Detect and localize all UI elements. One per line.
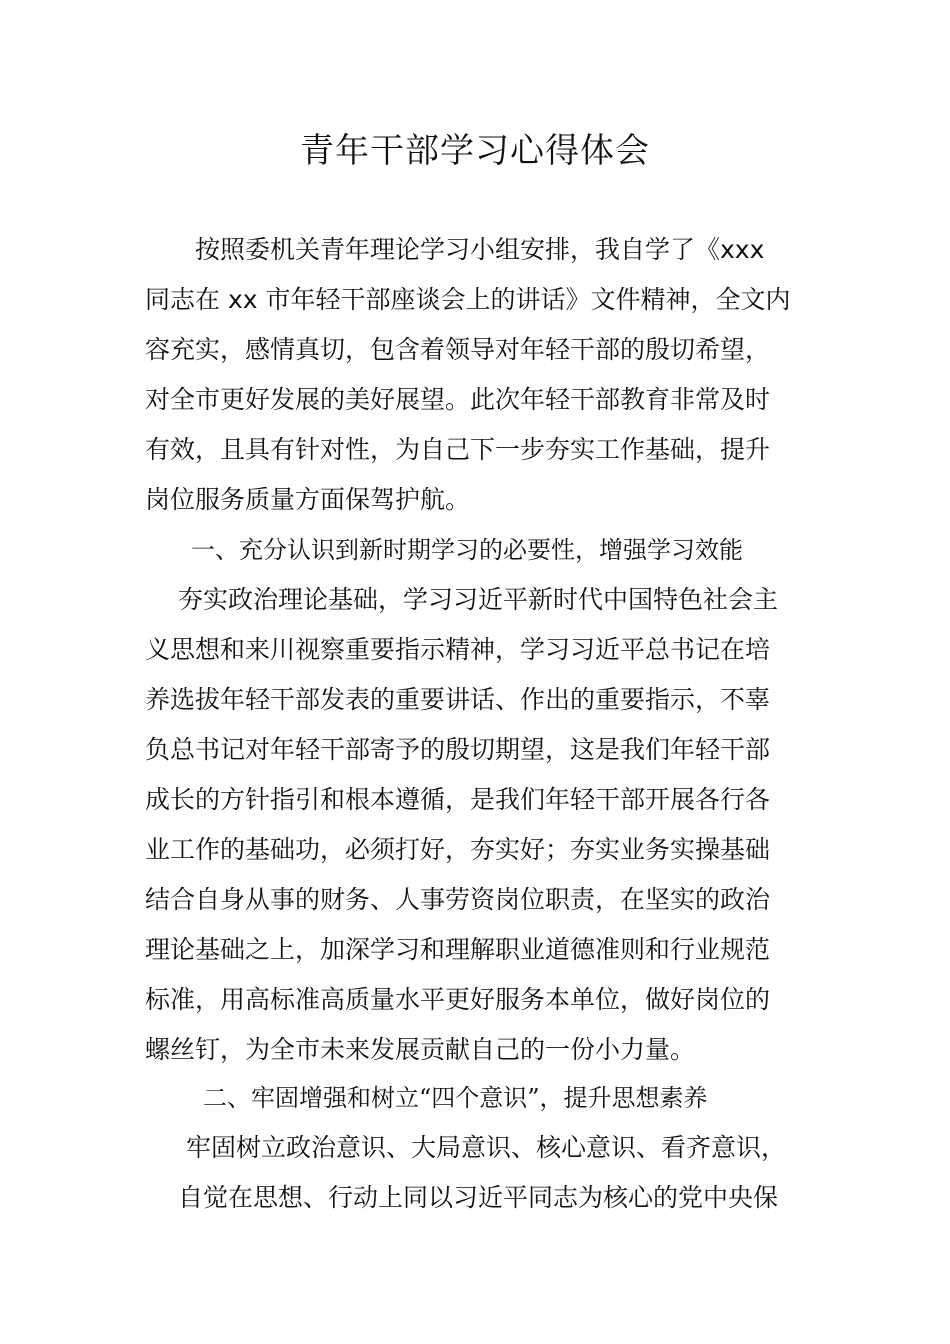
paragraph-line: 标准，用高标准高质量水平更好服务本单位，做好岗位的 bbox=[145, 985, 771, 1014]
paragraph-line: 理论基础之上，加深学习和理解职业道德准则和行业规范 bbox=[145, 935, 771, 964]
paragraph-line: 螺丝钉，为全市未来发展贡献自己的一份小力量。 bbox=[145, 1035, 696, 1064]
section-heading-2: 二、牢固增强和树立“四个意识”，提升思想素养 bbox=[203, 1084, 708, 1112]
paragraph-line: 同志在 xx 市年轻干部座谈会上的讲话》文件精神，全文内 bbox=[145, 285, 791, 314]
section-heading-1: 一、充分认识到新时期学习的必要性，增强学习效能 bbox=[191, 536, 743, 564]
paragraph-line: 按照委机关青年理论学习小组安排，我自学了《xxx bbox=[195, 235, 765, 264]
paragraph-line: 自觉在思想、行动上同以习近平同志为核心的党中央保 bbox=[178, 1183, 779, 1212]
paragraph-line: 容充实，感情真切，包含着领导对年轻干部的殷切希望， bbox=[145, 335, 771, 364]
paragraph-line: 有效，且具有针对性，为自己下一步夯实工作基础，提升 bbox=[145, 435, 771, 464]
paragraph-line: 夯实政治理论基础，学习习近平新时代中国特色社会主 bbox=[178, 585, 779, 614]
paragraph-line: 成长的方针指引和根本遵循，是我们年轻干部开展各行各 bbox=[145, 785, 771, 814]
paragraph-line: 牢固树立政治意识、大局意识、核心意识、看齐意识， bbox=[186, 1133, 787, 1162]
paragraph-line: 养选拔年轻干部发表的重要讲话、作出的重要指示，不辜 bbox=[145, 685, 771, 714]
paragraph-line: 义思想和来川视察重要指示精神，学习习近平总书记在培 bbox=[145, 635, 771, 664]
paragraph-line: 岗位服务质量方面保驾护航。 bbox=[145, 485, 471, 514]
document-title: 青年干部学习心得体会 bbox=[300, 131, 650, 171]
paragraph-line: 对全市更好发展的美好展望。此次年轻干部教育非常及时 bbox=[145, 385, 771, 414]
paragraph-line: 业工作的基础功，必须打好，夯实好；夯实业务实操基础 bbox=[145, 835, 771, 864]
paragraph-line: 负总书记对年轻干部寄予的殷切期望，这是我们年轻干部 bbox=[145, 735, 771, 764]
paragraph-line: 结合自身从事的财务、人事劳资岗位职责，在坚实的政治 bbox=[145, 885, 771, 914]
